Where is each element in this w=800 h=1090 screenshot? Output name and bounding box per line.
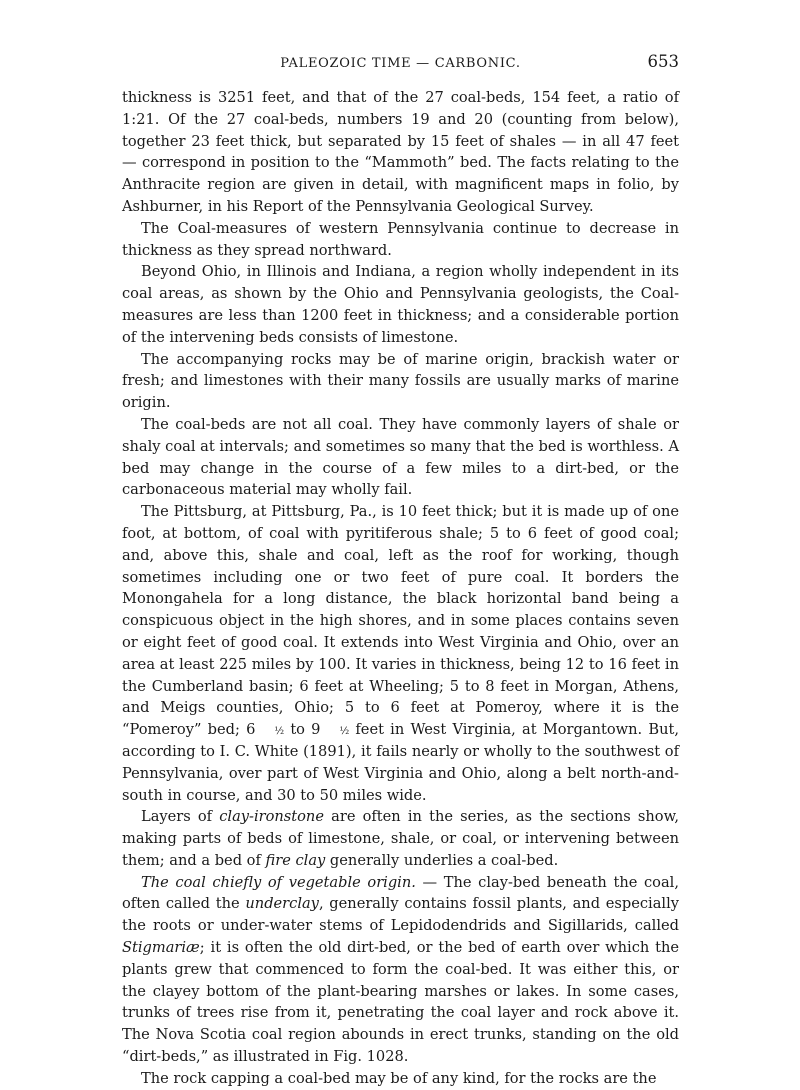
paragraph-coal-beds-not-all-coal: The coal-beds are not all coal. They have commonly layers of shale or shaly coal at intervals; and sometimes so many that the bed is worthless. A bed may change in the course of a few miles to a dirt-bed, or the carbonaceous material may wholly fail. xyxy=(122,415,679,499)
page-header xyxy=(122,52,679,74)
page-number: 653 xyxy=(647,52,679,71)
text-run: generally underlies a coal-bed. xyxy=(325,851,559,869)
text-run: The Pittsburg, at Pittsburg, Pa., is 10 feet thick; but it is made up of one foot, at bottom, of coal with pyritiferous shale; 5 to 6 feet of good coal; and, above this, shale and coal, left as the roof for working, though sometimes including one or two feet of pure coal. It borders the Monongahela for a long distance, the black horizontal band being a conspicuous object in the high shores, and in some places contains seven or eight feet of good coal. It extends into West Virginia and Ohio, over an area at least 225 miles by 100. It varies in thickness, being 12 to 16 feet in the Cumberland basin; 6 feet at Wheeling; 5 to 8 feet in Morgan, Athens, and Meigs counties, Ohio; 5 to 6 feet at Pomeroy, where it is the “Pomeroy” bed; 6 xyxy=(122,503,679,739)
italic-term: underclay xyxy=(245,895,319,913)
paragraph-continued: thickness is 3251 feet, and that of the 27 coal-beds, 154 feet, a ratio of 1:21. Of the 27 coal-beds, numbers 19 and 20 (counting from below), together 23 feet thick, but separated by 15 feet of shales — in all 47 feet — correspond in position to the “Mammoth” bed. The facts relating to the Anthracite region are given in detail, with magnificent maps in folio, by Ashburner, in his Report of the Pennsylvania Geological Survey. xyxy=(122,89,679,215)
italic-term: clay-ironstone xyxy=(219,808,324,826)
paragraph-rock-capping: The rock capping a coal-bed may be of any kind, for the rocks are the xyxy=(141,1069,657,1087)
italic-heading: The coal chiefly of vegetable origin. xyxy=(141,873,416,891)
fraction: ½ xyxy=(339,726,350,738)
paragraph-accompanying-rocks: The accompanying rocks may be of marine origin, brackish water or fresh; and limestones with their many fossils are usually marks of marine origin. xyxy=(122,350,679,412)
paragraph-pittsburg-bed xyxy=(122,501,679,806)
fraction: ½ xyxy=(274,726,285,738)
running-head: PALEOZOIC TIME — CARBONIC. xyxy=(280,56,521,71)
italic-term: fire clay xyxy=(265,851,326,869)
text-run: to 9 xyxy=(284,721,321,739)
paragraph-vegetable-origin xyxy=(122,872,679,1068)
text-run: are often in the series, as the sections show, making parts of beds of limestone, shale, or coal, or intervening between them; and a bed of xyxy=(122,808,679,869)
italic-term: Stigmariæ xyxy=(122,939,200,957)
text-run: ; it is often the old dirt-bed, or the bed of earth over which the plants grew that commenced to form the coal-bed. It was either this, or the clayey bottom of the plant-bearing marshes or lakes. In some cases, trunks of trees rise from it, penetrating the coal layer and rock above it. The Nova Scotia coal region abounds in erect trunks, standing on the old “dirt-beds,” as illustrated in Fig. 1028. xyxy=(122,939,679,1066)
body-text xyxy=(122,87,679,1090)
paragraph-western-pennsylvania: The Coal-measures of western Pennsylvania continue to decrease in thickness as they spread northward. xyxy=(122,219,679,259)
text-run: feet in West Virginia, at Morgantown. But, according to I. C. White (1891), it fails nearly or wholly to the southwest of Pennsylvania, over part of West Virginia and Ohio, along a belt north-and-south in course, and 30 to 50 miles wide. xyxy=(122,721,680,804)
text-run: , generally contains fossil plants, and especially the roots or under-water stems of Lepidodendrids and Sigillarids, called xyxy=(122,895,680,935)
text-run: — The clay-bed beneath the coal, often called the xyxy=(122,873,679,913)
paragraph-illinois-indiana: Beyond Ohio, in Illinois and Indiana, a region wholly independent in its coal areas, as shown by the Ohio and Pennsylvania geologists, the Coal-measures are less than 1200 feet in thickness; and a considerable portion of the intervening beds consists of limestone. xyxy=(122,263,679,346)
text-run: Layers of xyxy=(141,808,220,826)
paragraph-clay-ironstone xyxy=(122,806,679,871)
